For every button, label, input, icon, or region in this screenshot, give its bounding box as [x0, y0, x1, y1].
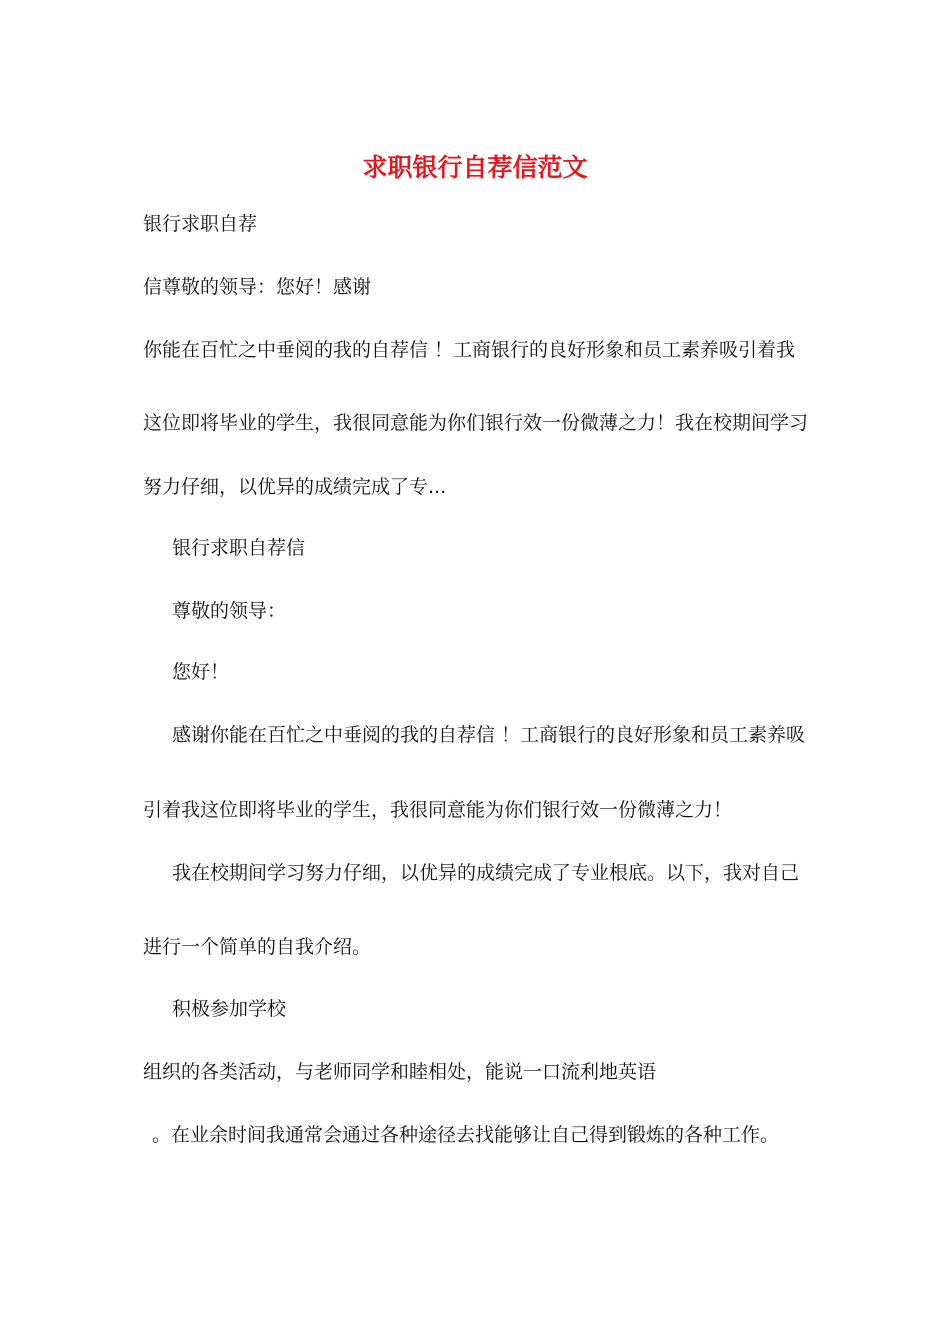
text-line: 银行求职自荐 [143, 213, 258, 235]
paragraph-line: 。在业余时间我通常会通过各种途径去找能够让自己得到锻炼的各种工作。 [152, 1124, 780, 1146]
text-line: 你能在百忙之中垂阅的我的自荐信 ！工商银行的良好形象和员工素养吸引着我 [143, 339, 796, 361]
greeting: 您好！ [172, 661, 230, 683]
text-line: 信尊敬的领导：您好！感谢 [143, 276, 372, 298]
paragraph-line: 积极参加学校 [172, 998, 287, 1020]
salutation: 尊敬的领导： [172, 600, 287, 622]
paragraph-line: 组织的各类活动，与老师同学和睦相处，能说一口流利地英语 [143, 1061, 657, 1083]
paragraph-line: 引着我这位即将毕业的学生，我很同意能为你们银行效一份微薄之力！ [143, 799, 733, 821]
paragraph-line: 感谢你能在百忙之中垂阅的我的自荐信 ！工商银行的良好形象和员工素养吸 [172, 724, 806, 746]
text-line: 努力仔细，以优异的成绩完成了专... [143, 476, 447, 498]
text-line: 这位即将毕业的学生，我很同意能为你们银行效一份微薄之力！我在校期间学习 [143, 412, 809, 434]
paragraph-line: 进行一个简单的自我介绍。 [143, 936, 372, 958]
paragraph-line: 我在校期间学习努力仔细，以优异的成绩完成了专业根底。以下，我对自己 [172, 862, 800, 884]
document-title: 求职银行自荐信范文 [362, 153, 588, 182]
subheading: 银行求职自荐信 [172, 537, 306, 559]
